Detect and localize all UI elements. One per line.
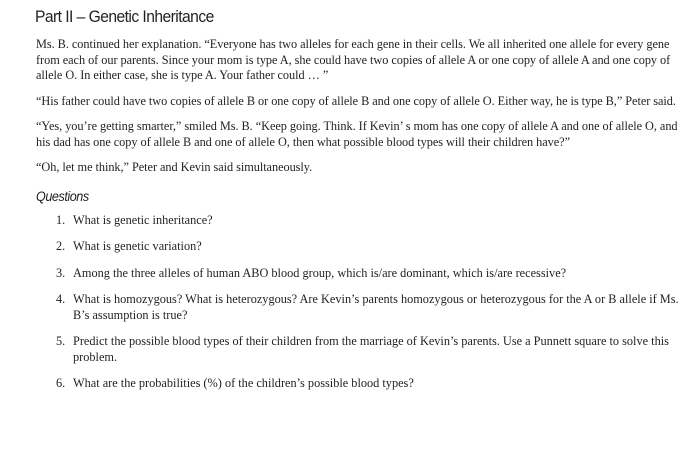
- question-text: What are the probabilities (%) of the children’s possible blood types?: [73, 376, 414, 390]
- question-text: What is homozygous? What is heterozygous? Are Kevin’s parents homozygous or heterozygous for the A or B allele if Ms. B’s assumption is true?: [73, 292, 679, 322]
- question-text: Predict the possible blood types of their children from the marriage of Kevin’s parents. Use a Punnett square to solve this problem.: [73, 334, 669, 364]
- section-title: Part II – Genetic Inheritance: [35, 7, 214, 26]
- question-item: [56, 239, 680, 255]
- questions-heading: Questions: [36, 187, 89, 204]
- paragraph-peter-reply: “His father could have two copies of allele B or one copy of allele B and one copy of allele O. Either way, he is type B,” Peter said.: [36, 93, 676, 108]
- question-number: 2.: [56, 239, 66, 253]
- paragraph-response: “Oh, let me think,” Peter and Kevin said simultaneously.: [36, 160, 313, 174]
- question-number: 6.: [56, 376, 66, 390]
- question-number: 5.: [56, 334, 66, 348]
- question-number: 1.: [56, 212, 66, 227]
- question-item: [56, 292, 680, 323]
- question-item: [56, 266, 680, 282]
- question-item: [56, 334, 680, 365]
- question-text: What is genetic variation?: [73, 239, 202, 253]
- paragraph-ms-b-prompt: “Yes, you’re getting smarter,” smiled Ms. B. “Keep going. Think. If Kevin’ s mom has one copy of allele A and one of allele O, and his dad has one copy of allele B and one of allele O, then what possible blood types will their children have?”: [36, 119, 678, 149]
- question-number: 3.: [56, 265, 66, 280]
- question-item: [56, 376, 680, 392]
- paragraph-explanation: Ms. B. continued her explanation. “Everyone has two alleles for each gene in their cells. We all inherited one allele for every gene from each of our parents. Since your mom is type A, she could have two copies of allele A or one copy of allele A and one copy of allele O. In either case, she is type A. Your father could … ”: [36, 37, 671, 82]
- question-item: [56, 213, 680, 229]
- question-text: What is genetic inheritance?: [73, 212, 213, 227]
- question-number: 4.: [56, 292, 66, 306]
- questions-list: [36, 213, 680, 392]
- question-text: Among the three alleles of human ABO blood group, which is/are dominant, which is/are recessive?: [73, 265, 567, 280]
